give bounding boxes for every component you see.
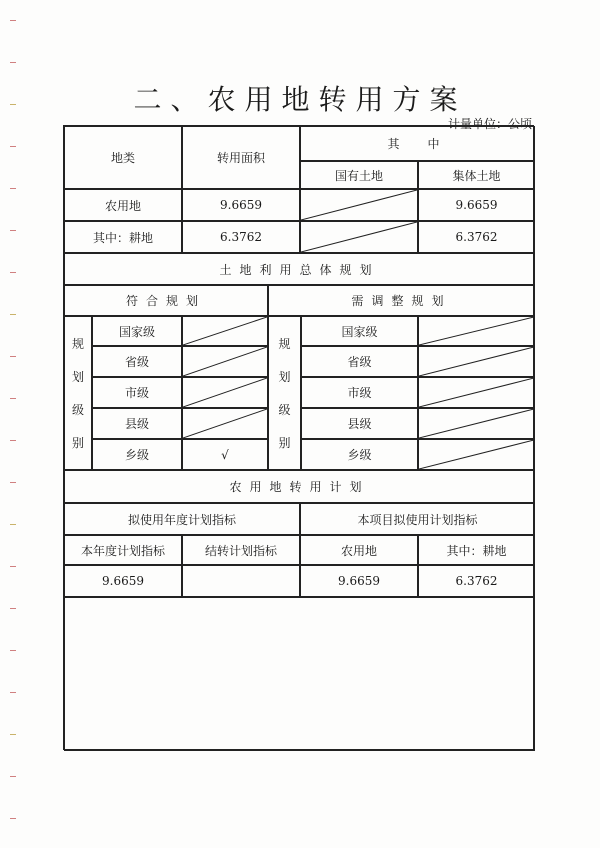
conform-mark-municipal <box>182 377 268 408</box>
row-cultivated-collective: 6.3762 <box>418 221 535 253</box>
adjust-mark-township <box>418 439 535 470</box>
adjust-level-county: 县级 <box>301 408 418 439</box>
planning-title: 土地利用总体规划 <box>64 253 535 285</box>
adjust-level-township: 乡级 <box>301 439 418 470</box>
adjust-mark-municipal <box>418 377 535 408</box>
row-farmland-state-owned-empty <box>300 189 418 221</box>
conform-mark-county <box>182 408 268 439</box>
conversion-plan-title: 农用地转用计划 <box>64 470 535 503</box>
level-char: 划 <box>71 370 84 384</box>
header-carryover: 结转计划指标 <box>182 535 300 565</box>
adjust-level-national: 国家级 <box>301 316 418 346</box>
margin-tick <box>10 188 16 189</box>
adjust-title: 需调整规划 <box>268 285 535 316</box>
conform-mark-provincial <box>182 346 268 377</box>
margin-tick <box>10 62 16 63</box>
page-title: 二、农用地转用方案 <box>133 83 467 116</box>
project-indicators-title: 本项目拟使用计划指标 <box>300 503 535 535</box>
level-char: 划 <box>278 370 291 384</box>
binding-margin-ticks <box>10 0 18 848</box>
header-area: 转用面积 <box>182 126 300 189</box>
header-farmland: 农用地 <box>300 535 418 565</box>
header-state-owned: 国有土地 <box>300 161 418 189</box>
margin-tick <box>10 566 16 567</box>
margin-tick <box>10 272 16 273</box>
header-of-which: 其 中 <box>300 126 535 161</box>
row-farmland-collective: 9.6659 <box>418 189 535 221</box>
header-land-type: 地类 <box>64 126 182 189</box>
margin-tick <box>10 608 16 609</box>
adjust-mark-provincial <box>418 346 535 377</box>
margin-tick <box>10 482 16 483</box>
level-char: 规 <box>71 337 84 351</box>
conform-level-county: 县级 <box>92 408 182 439</box>
margin-tick <box>10 146 16 147</box>
row-cultivated-area: 6.3762 <box>182 221 300 253</box>
margin-tick <box>10 650 16 651</box>
conform-mark-township: √ <box>182 439 268 470</box>
value-cultivated: 6.3762 <box>418 565 535 597</box>
margin-tick <box>10 524 16 525</box>
level-char: 别 <box>278 436 291 450</box>
adjust-level-municipal: 市级 <box>301 377 418 408</box>
row-cultivated-label: 其中：耕地 <box>64 221 182 253</box>
conform-level-township: 乡级 <box>92 439 182 470</box>
margin-tick <box>10 230 16 231</box>
unit-label: 计量单位：公顷 <box>447 117 532 131</box>
margin-tick <box>10 818 16 819</box>
level-char: 级 <box>278 403 291 417</box>
margin-tick <box>10 776 16 777</box>
level-char: 别 <box>71 436 84 450</box>
value-carryover <box>182 565 300 597</box>
header-current-year: 本年度计划指标 <box>64 535 182 565</box>
level-char: 级 <box>71 403 84 417</box>
margin-tick <box>10 440 16 441</box>
conform-title: 符合规划 <box>64 285 268 316</box>
level-char: 规 <box>278 337 291 351</box>
adjust-mark-county <box>418 408 535 439</box>
row-farmland-label: 农用地 <box>64 189 182 221</box>
conform-level-label <box>64 316 92 470</box>
value-farmland: 9.6659 <box>300 565 418 597</box>
adjust-mark-national <box>418 316 535 346</box>
adjust-level-label <box>268 316 301 470</box>
conform-level-national: 国家级 <box>92 316 182 346</box>
conform-level-municipal: 市级 <box>92 377 182 408</box>
row-farmland-area: 9.6659 <box>182 189 300 221</box>
value-current-year: 9.6659 <box>64 565 182 597</box>
adjust-level-provincial: 省级 <box>301 346 418 377</box>
conform-level-provincial: 省级 <box>92 346 182 377</box>
margin-tick <box>10 20 16 21</box>
blank-area <box>64 597 535 751</box>
margin-tick <box>10 314 16 315</box>
conversion-plan-table <box>63 125 534 750</box>
margin-tick <box>10 734 16 735</box>
margin-tick <box>10 356 16 357</box>
conform-mark-national <box>182 316 268 346</box>
header-cultivated: 其中：耕地 <box>418 535 535 565</box>
intended-indicators-title: 拟使用年度计划指标 <box>64 503 300 535</box>
row-cultivated-state-owned-empty <box>300 221 418 253</box>
margin-tick <box>10 692 16 693</box>
margin-tick <box>10 398 16 399</box>
header-collective: 集体土地 <box>418 161 535 189</box>
